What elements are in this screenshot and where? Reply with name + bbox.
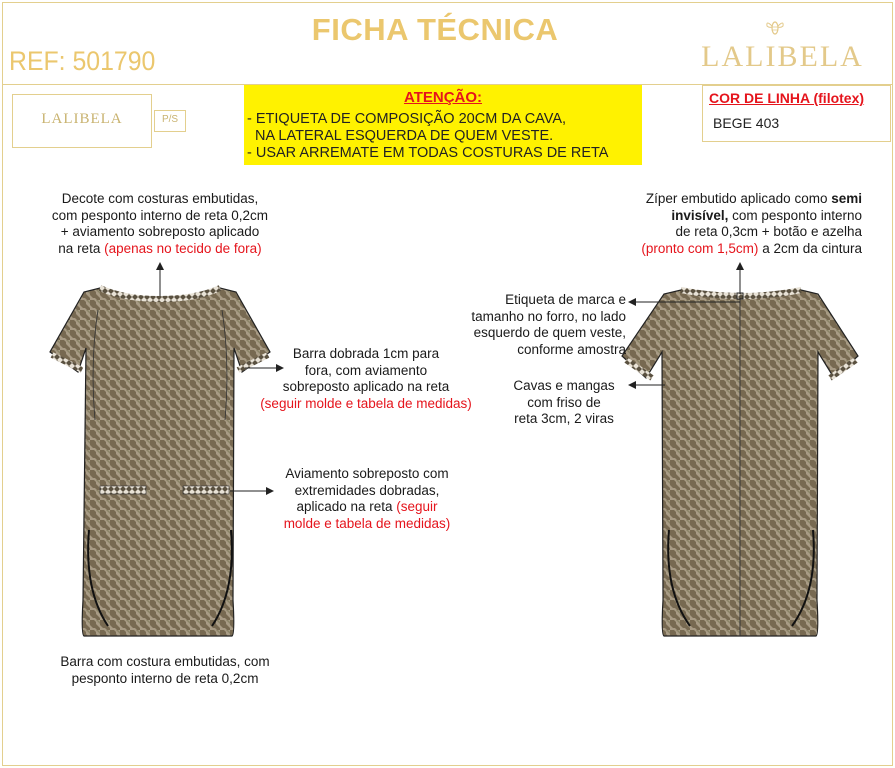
neckline-line-4-red: (apenas no tecido de fora) [104,240,262,256]
zipper-line-2-text: com pesponto interno [728,207,862,223]
reference-code: REF: 501790 [9,46,156,76]
zipper-note [588,191,862,257]
zipper-line-4-text: a 2cm da cintura [758,240,862,256]
pocket-trim-line-2: extremidades dobradas, [294,482,440,498]
sleeve-hem-line-2: fora, com aviamento [304,362,428,378]
zipper-line-1 [588,191,862,208]
neckline-line-3: + aviamento sobreposto aplicado [60,224,260,239]
neckline-line-2: com pesponto interno de reta 0,2cm [51,207,269,223]
armholes-line-2: com friso de [527,394,601,410]
attention-line-2: NA LATERAL ESQUERDA DE QUEM VESTE. [247,128,554,144]
neckline-note [30,191,290,257]
hem-note [40,654,290,687]
attention-line-3: - USAR ARREMATE EM TODAS COSTURAS DE RETA [247,145,609,161]
label-brand-text: LALIBELA [41,111,123,127]
hem-line-1: Barra com costura embutidas, com [60,654,270,669]
thread-color-value: BEGE 403 [713,115,780,131]
zipper-line-1-text: Zíper embutido aplicado como [645,191,832,206]
armholes-line-3: reta 3cm, 2 viras [514,411,614,426]
zipper-line-4 [588,241,862,258]
front-dress-drawing [50,288,270,636]
zipper-line-1-bold: semi [831,191,862,206]
attention-title: ATENÇÃO: [403,89,483,106]
attention-line-1: - ETIQUETA DE COMPOSIÇÃO 20CM DA CAVA, [247,111,567,127]
pocket-trim-line-3 [262,499,472,516]
brand-label-line-2: tamanho no forro, no lado [471,308,626,324]
armholes-note [500,378,628,428]
zipper-line-2 [588,208,862,225]
zipper-line-3: de reta 0,3cm + botão e azelha [675,224,862,239]
neckline-line-4 [30,241,290,258]
brand-label-line-4: conforme amostra [517,341,626,357]
hem-line-2: pesponto interno de reta 0,2cm [71,670,259,686]
pocket-trim-line-3-red: (seguir [396,499,438,514]
pocket-trim-line-3-text: aplicado na reta [296,499,397,514]
neckline-line-1: Decote com costuras embutidas, [61,191,259,206]
sleeve-hem-line-4: (seguir molde e tabela de medidas) [260,395,472,411]
pocket-trim-note [262,466,472,532]
sleeve-hem-line-1: Barra dobrada 1cm para [292,346,440,361]
back-dress-drawing [622,290,858,636]
brand-logo: LALIBELA [701,40,864,73]
brand-label-note [460,292,626,358]
sleeve-hem-note [250,346,482,412]
thread-color-title: COR DE LINHA (filotex) [709,90,865,106]
armholes-line-1: Cavas e mangas [513,378,615,393]
pocket-trim-line-1: Aviamento sobreposto com [285,466,449,481]
pocket-trim-line-4: molde e tabela de medidas) [283,515,451,531]
brand-label-line-1: Etiqueta de marca e [505,292,626,307]
sleeve-hem-line-3: sobreposto aplicado na reta [282,379,450,394]
page-title: FICHA TÉCNICA [311,12,559,47]
neckline-line-4-text: na reta [58,240,105,256]
zipper-line-4-red: (pronto com 1,5cm) [641,240,759,256]
zipper-line-2-bold: invisível, [671,207,729,223]
size-tag-text: P/S [161,114,179,125]
brand-label-line-3: esquerdo de quem veste, [473,325,626,340]
